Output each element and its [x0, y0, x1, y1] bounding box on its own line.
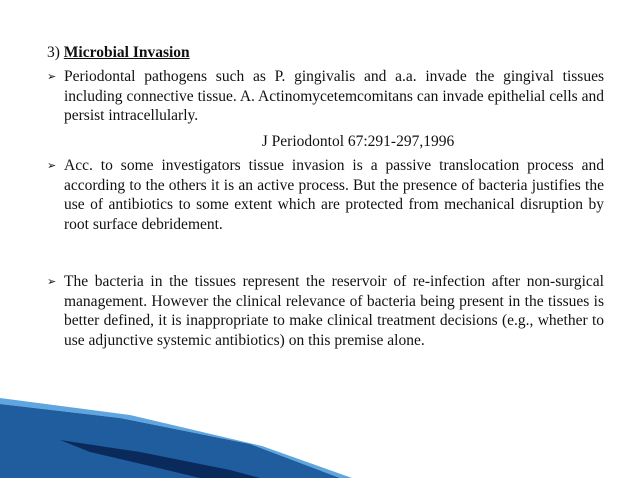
- arrow-bullet-icon: ➢: [47, 275, 57, 288]
- arrow-bullet-icon: ➢: [47, 159, 57, 172]
- arrow-bullet-icon: ➢: [47, 70, 57, 83]
- citation: J Periodontol 67:291-297,1996: [261, 133, 455, 150]
- section-number: 3): [47, 44, 64, 61]
- section-title: Microbial Invasion: [63, 44, 190, 61]
- bullet-text: Acc. to some investigators tissue invasion is a passive translocation process and according to the others it is an active process. But the presence of bacteria justifies the use of antibiotics to some extent which are protected from mechanical disruption by root surface debridement.: [64, 157, 604, 233]
- bullet-text: Periodontal pathogens such as P. gingivalis and a.a. invade the gingival tissues including connective tissue. A. Actinomycetemcomitans can invade epithelial cells and persist intracellularly.: [64, 68, 604, 124]
- bullet-text: The bacteria in the tissues represent the reservoir of re-infection after non-surgical management. However the clinical relevance of bacteria being present in the tissues is better defined, it is inappropriate to make clinical treatment decisions (e.g., whether to use adjunctive systemic antibiotics) on this premise alone.: [64, 273, 604, 349]
